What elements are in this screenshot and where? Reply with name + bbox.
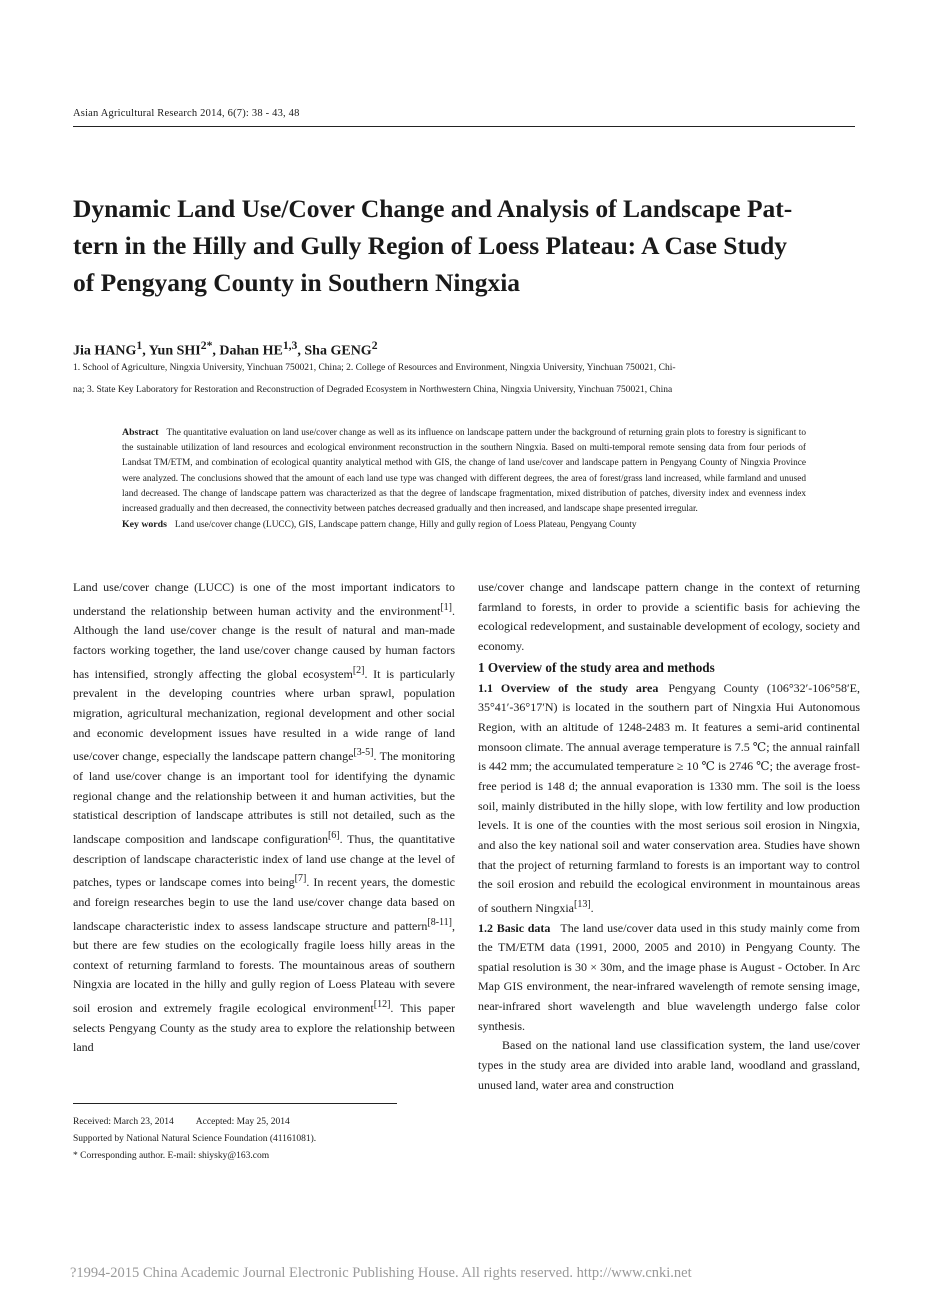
body-text: . In recent years, the domestic and foreign researches begin to use the land use/cover change data based on landscape characteristic index to assess landscape structure and pattern [73, 875, 456, 933]
author-name: Jia HANG [73, 343, 137, 359]
subsection-heading: 1.2 Basic data [478, 920, 551, 935]
body-text: . Although the land use/cover change is the result of natural and man-made factors working together, the land use/cover change caused by human factors has intensified, strongly affecting the global ecosystem [73, 603, 455, 681]
citation-ref: [6] [327, 829, 340, 841]
abstract-paragraph [122, 425, 806, 517]
author-name: Sha GENG [304, 343, 372, 359]
subsection-heading: 1.1 Overview of the study area [478, 680, 659, 695]
body-text: . The monitoring of land use/cover change is an important tool for identifying the dynamic regional change and the relationship between it and human activities, but the statistical description of landscape attributes is still not detailed, such as the landscape composition and landscape configuration [73, 749, 455, 846]
title-line-1: Dynamic Land Use/Cover Change and Analysis of Landscape Pat- [73, 194, 793, 223]
body-text: . Thus, the quantitative description of landscape characteristic index of land use change at the level of patches, types or landscape comes into being [73, 831, 456, 890]
citation-ref: [13] [573, 898, 591, 910]
body-text: . This paper selects Pengyang County as the study area to explore the relationship between land [73, 1001, 455, 1055]
author-name: Dahan HE [219, 343, 283, 359]
citation-ref: [1] [440, 601, 452, 613]
keywords-line [122, 517, 806, 533]
title-line-3: of Pengyang County in Southern Ningxia [73, 268, 521, 297]
author-name: Yun SHI [148, 343, 201, 359]
received-date: Received: March 23, 2014 [73, 1117, 174, 1127]
citation-ref: [7] [294, 873, 307, 885]
author-affil-sup: 2 [371, 339, 378, 352]
accepted-date: Accepted: May 25, 2014 [195, 1117, 290, 1127]
keywords-label: Key words [122, 519, 167, 531]
author-separator: , [297, 343, 305, 359]
dates-line [73, 1114, 316, 1131]
author-affil-sup: 2* [200, 339, 213, 352]
intro-continued: use/cover change and landscape pattern change in the context of returning farmland to forests, in order to provide a scientific basis for achieving the ecological redevelopment, and sustainable development of ecology, society and economy. [478, 580, 860, 653]
body-text: . [590, 900, 594, 915]
running-head: Asian Agricultural Research 2014, 6(7): 38 - 43, 48 [73, 108, 300, 119]
author-affil-sup: 1,3 [282, 339, 298, 352]
funding-note: Supported by National Natural Science Foundation (41161081). [73, 1134, 317, 1144]
abstract-label: Abstract [122, 427, 159, 438]
section-heading: 1 Overview of the study area and methods [478, 659, 715, 675]
citation-ref: [12] [373, 999, 391, 1011]
body-paragraph: Based on the national land use classification system, the land use/cover types in the study area are divided into arable land, woodland and grassland, unused land, water area and construction [478, 1038, 860, 1092]
paper-title [73, 190, 863, 301]
body-text: Pengyang County (106°32′-106°58′E, 35°41′-36°17′N) is located in the southern part of Ningxia Hui Autonomous Region, with an altitude of 1248-2483 m. It features a semi-arid continental monsoon climate. The annual average temperature is 7.5 ℃; the annual rainfall is 442 mm; the accumulated temperature ≥ 10 ℃ is 2746 ℃; the average frost-free period is 148 d; the annual evaporation is 1330 mm. The soil is the loess soil, mainly distributed in the hilly slope, with low fertility and low production levels. It is one of the counties with the most serious soil erosion in Ningxia, and also the key national soil and water conservation area. Studies have shown that the project of returning farmland to forests is an important way to control the soil erosion and rebuild the ecological environment in mountainous areas of southern Ningxia [478, 680, 860, 915]
copyright-watermark: ?1994-2015 China Academic Journal Electronic Publishing House. All rights reserved. http://www.cnki.net [70, 1265, 692, 1281]
abstract-block [122, 425, 806, 533]
right-column [478, 578, 860, 1095]
header-rule [73, 126, 855, 127]
keywords-text: Land use/cover change (LUCC), GIS, Landscape pattern change, Hilly and gully region of Loess Plateau, Pengyang County [174, 520, 637, 531]
citation-ref: [2] [352, 664, 365, 676]
author-affil-sup: 1 [136, 339, 143, 352]
body-text: The land use/cover data used in this study mainly come from the TM/ETM data (1991, 2000, 2005 and 2010) in Pengyang County. The spatial resolution is 30 × 30m, and the image phase is August - October. In Arc Map GIS environment, the near-infrared wavelength of remote sensing image, near-infrared short wavelength and blue wavelength undergo false color synthesis. [478, 920, 860, 1033]
left-column [73, 578, 455, 1058]
author-separator: , [212, 343, 220, 359]
corresponding-author: * Corresponding author. E-mail: shiysky@163.com [73, 1151, 270, 1161]
footnote-rule [73, 1103, 397, 1104]
abstract-text: The quantitative evaluation on land use/cover change as well as its influence on landscape pattern under the background of returning grain plots to forestry is significant to the sustainable utilization of land resources and ecological environment reconstruction in the southern Ningxia. Based on multi-temporal remote sensing data from four periods of Landsat TM/ETM, and combination of ecological quantity analytical method with GIS, the change of land use/cover and landscape pattern in Pengyang County of Ningxia Province were analyzed. The conclusions showed that the amount of each land use type was changed with different degrees, the area of forest/grass land increased, while farmland and unused land decreased. The change of landscape pattern was characterized as that the degree of landscape fragmentation, mixed distribution of patches, diversity index and evenness index increased gradually and then decreased, the connectivity between patches decreased gradually and then increased, and landscape shape presented irregular. [122, 428, 806, 515]
author-separator: , [142, 343, 149, 359]
citation-ref: [8-11] [427, 916, 452, 928]
subsection-1-1 [478, 679, 860, 919]
intro-paragraph [73, 578, 455, 1058]
affiliation-line: 1. School of Agriculture, Ningxia University, Yinchuan 750021, China; 2. College of Resources and Environment, Ningxia University, Yinchuan 750021, Chi- [73, 363, 676, 373]
author-list [73, 339, 378, 360]
body-text: . It is particularly prevalent in the developing countries where urban sprawl, population migration, agricultural mechanization, regional development and other social and economic development issues have resulted in a wide range of land use/cover change, especially the landscape pattern change [73, 666, 456, 764]
subsection-1-2 [478, 919, 860, 1037]
footnotes [73, 1114, 316, 1165]
title-line-2: tern in the Hilly and Gully Region of Loess Plateau: A Case Study [73, 231, 788, 260]
body-text: , but there are few studies on the ecologically fragile loess hilly areas in the context of returning farmland to forests. The mountainous areas of southern Ningxia are located in the hilly and gully region of Loess Plateau with severe soil erosion and extremely fragile ecological environment [73, 918, 455, 1016]
citation-ref: [3-5] [353, 747, 374, 759]
body-text: Land use/cover change (LUCC) is one of the most important indicators to understand the relationship between human activity and the environment [73, 580, 455, 618]
affiliation-line: na; 3. State Key Laboratory for Restoration and Reconstruction of Degraded Ecosystem in Northwestern China, Ningxia University, Yinchuan 750021, China [73, 385, 673, 395]
